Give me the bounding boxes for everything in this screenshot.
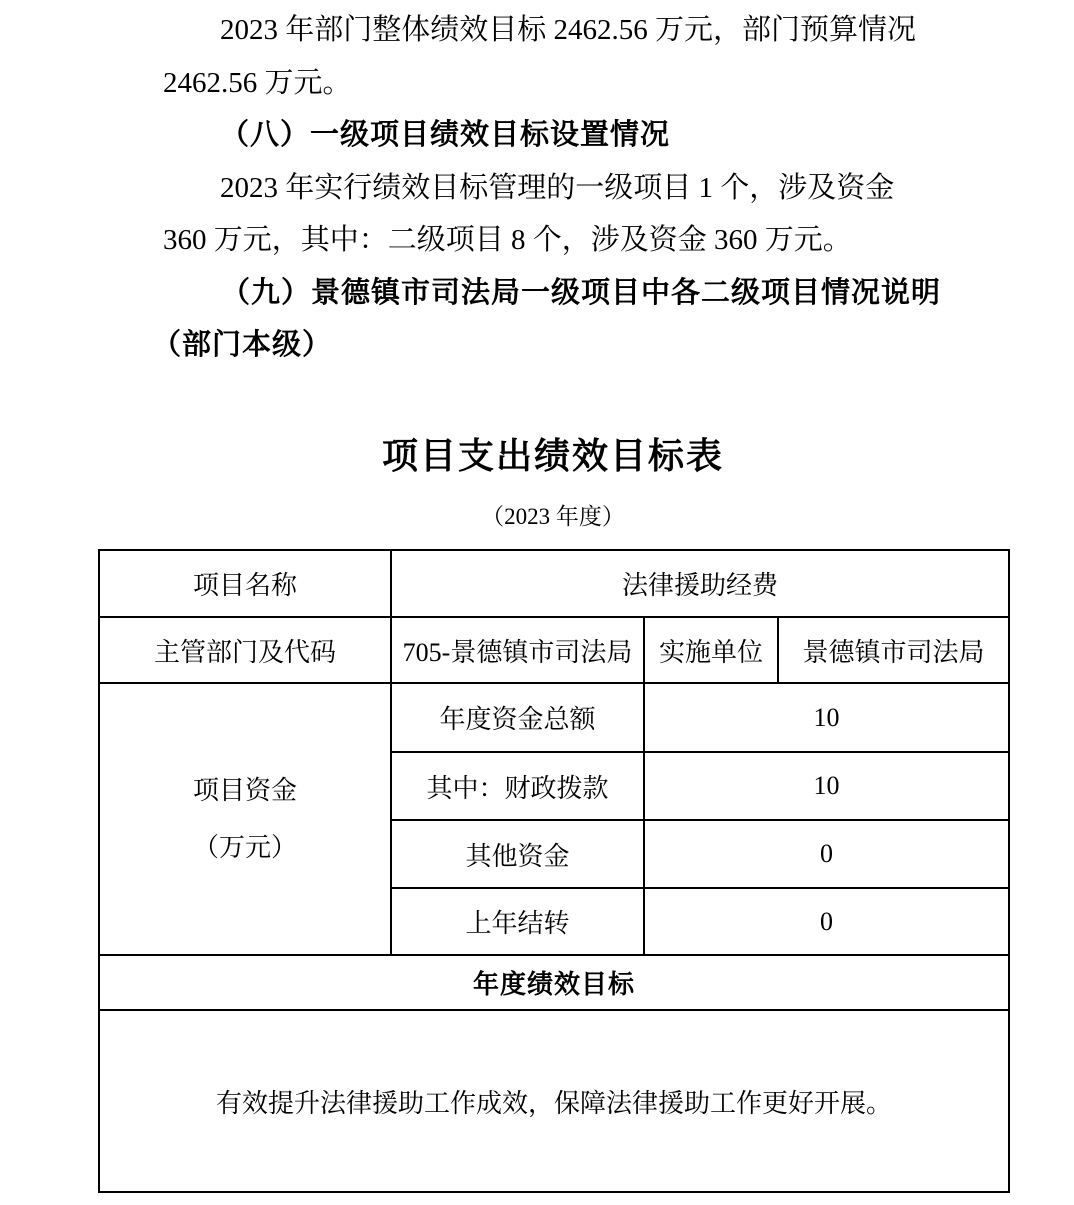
project-funds-label-line-1: 项目资金 [192, 776, 297, 805]
annual-funds-total-value-cell: 10 [644, 683, 1009, 752]
other-funds-value-cell: 0 [644, 820, 1009, 888]
section-8-paragraph-line-2: 360 万元，其中：二级项目 8 个，涉及资金 360 万元。 [163, 224, 852, 256]
fiscal-appropriation-value-cell: 10 [644, 752, 1009, 820]
carryover-label-cell: 上年结转 [391, 888, 644, 955]
intro-paragraph-line-1: 2023 年部门整体绩效目标 2462.56 万元，部门预算情况 [220, 14, 917, 46]
project-funds-label-line-2: （万元） [192, 833, 297, 862]
department-value-cell: 705-景德镇市司法局 [391, 617, 644, 683]
table-row-funds-total [99, 683, 1009, 752]
annual-goal-text-cell: 有效提升法律援助工作成效，保障法律援助工作更好开展。 [99, 1010, 1009, 1192]
carryover-value-cell: 0 [644, 888, 1009, 955]
project-performance-table [98, 549, 1010, 1193]
table-row-project-name [99, 550, 1009, 617]
annual-funds-total-label-cell: 年度资金总额 [391, 683, 644, 752]
section-9-heading-line-2: （部门本级） [152, 329, 333, 361]
annual-goal-header-cell: 年度绩效目标 [99, 955, 1009, 1010]
table-row-annual-goal-header [99, 955, 1009, 1010]
table-row-department [99, 617, 1009, 683]
implementing-unit-label-cell: 实施单位 [644, 617, 778, 683]
table-title: 项目支出绩效目标表 [381, 436, 724, 476]
table-row-annual-goal-text [99, 1010, 1009, 1192]
department-label-cell: 主管部门及代码 [99, 617, 391, 683]
fiscal-appropriation-label-cell: 其中：财政拨款 [391, 752, 644, 820]
project-name-label-cell: 项目名称 [99, 550, 391, 617]
section-8-heading: （八）一级项目绩效目标设置情况 [220, 119, 671, 151]
project-funds-label-cell [99, 683, 391, 955]
section-9-heading-line-1: （九）景德镇市司法局一级项目中各二级项目情况说明 [221, 277, 942, 309]
other-funds-label-cell: 其他资金 [391, 820, 644, 888]
project-name-value-cell: 法律援助经费 [391, 550, 1009, 617]
section-8-paragraph-line-1: 2023 年实行绩效目标管理的一级项目 1 个，涉及资金 [220, 172, 895, 204]
implementing-unit-value-cell: 景德镇市司法局 [778, 617, 1009, 683]
intro-paragraph-line-2: 2462.56 万元。 [163, 67, 352, 99]
table-subtitle: （2023 年度） [481, 504, 625, 529]
